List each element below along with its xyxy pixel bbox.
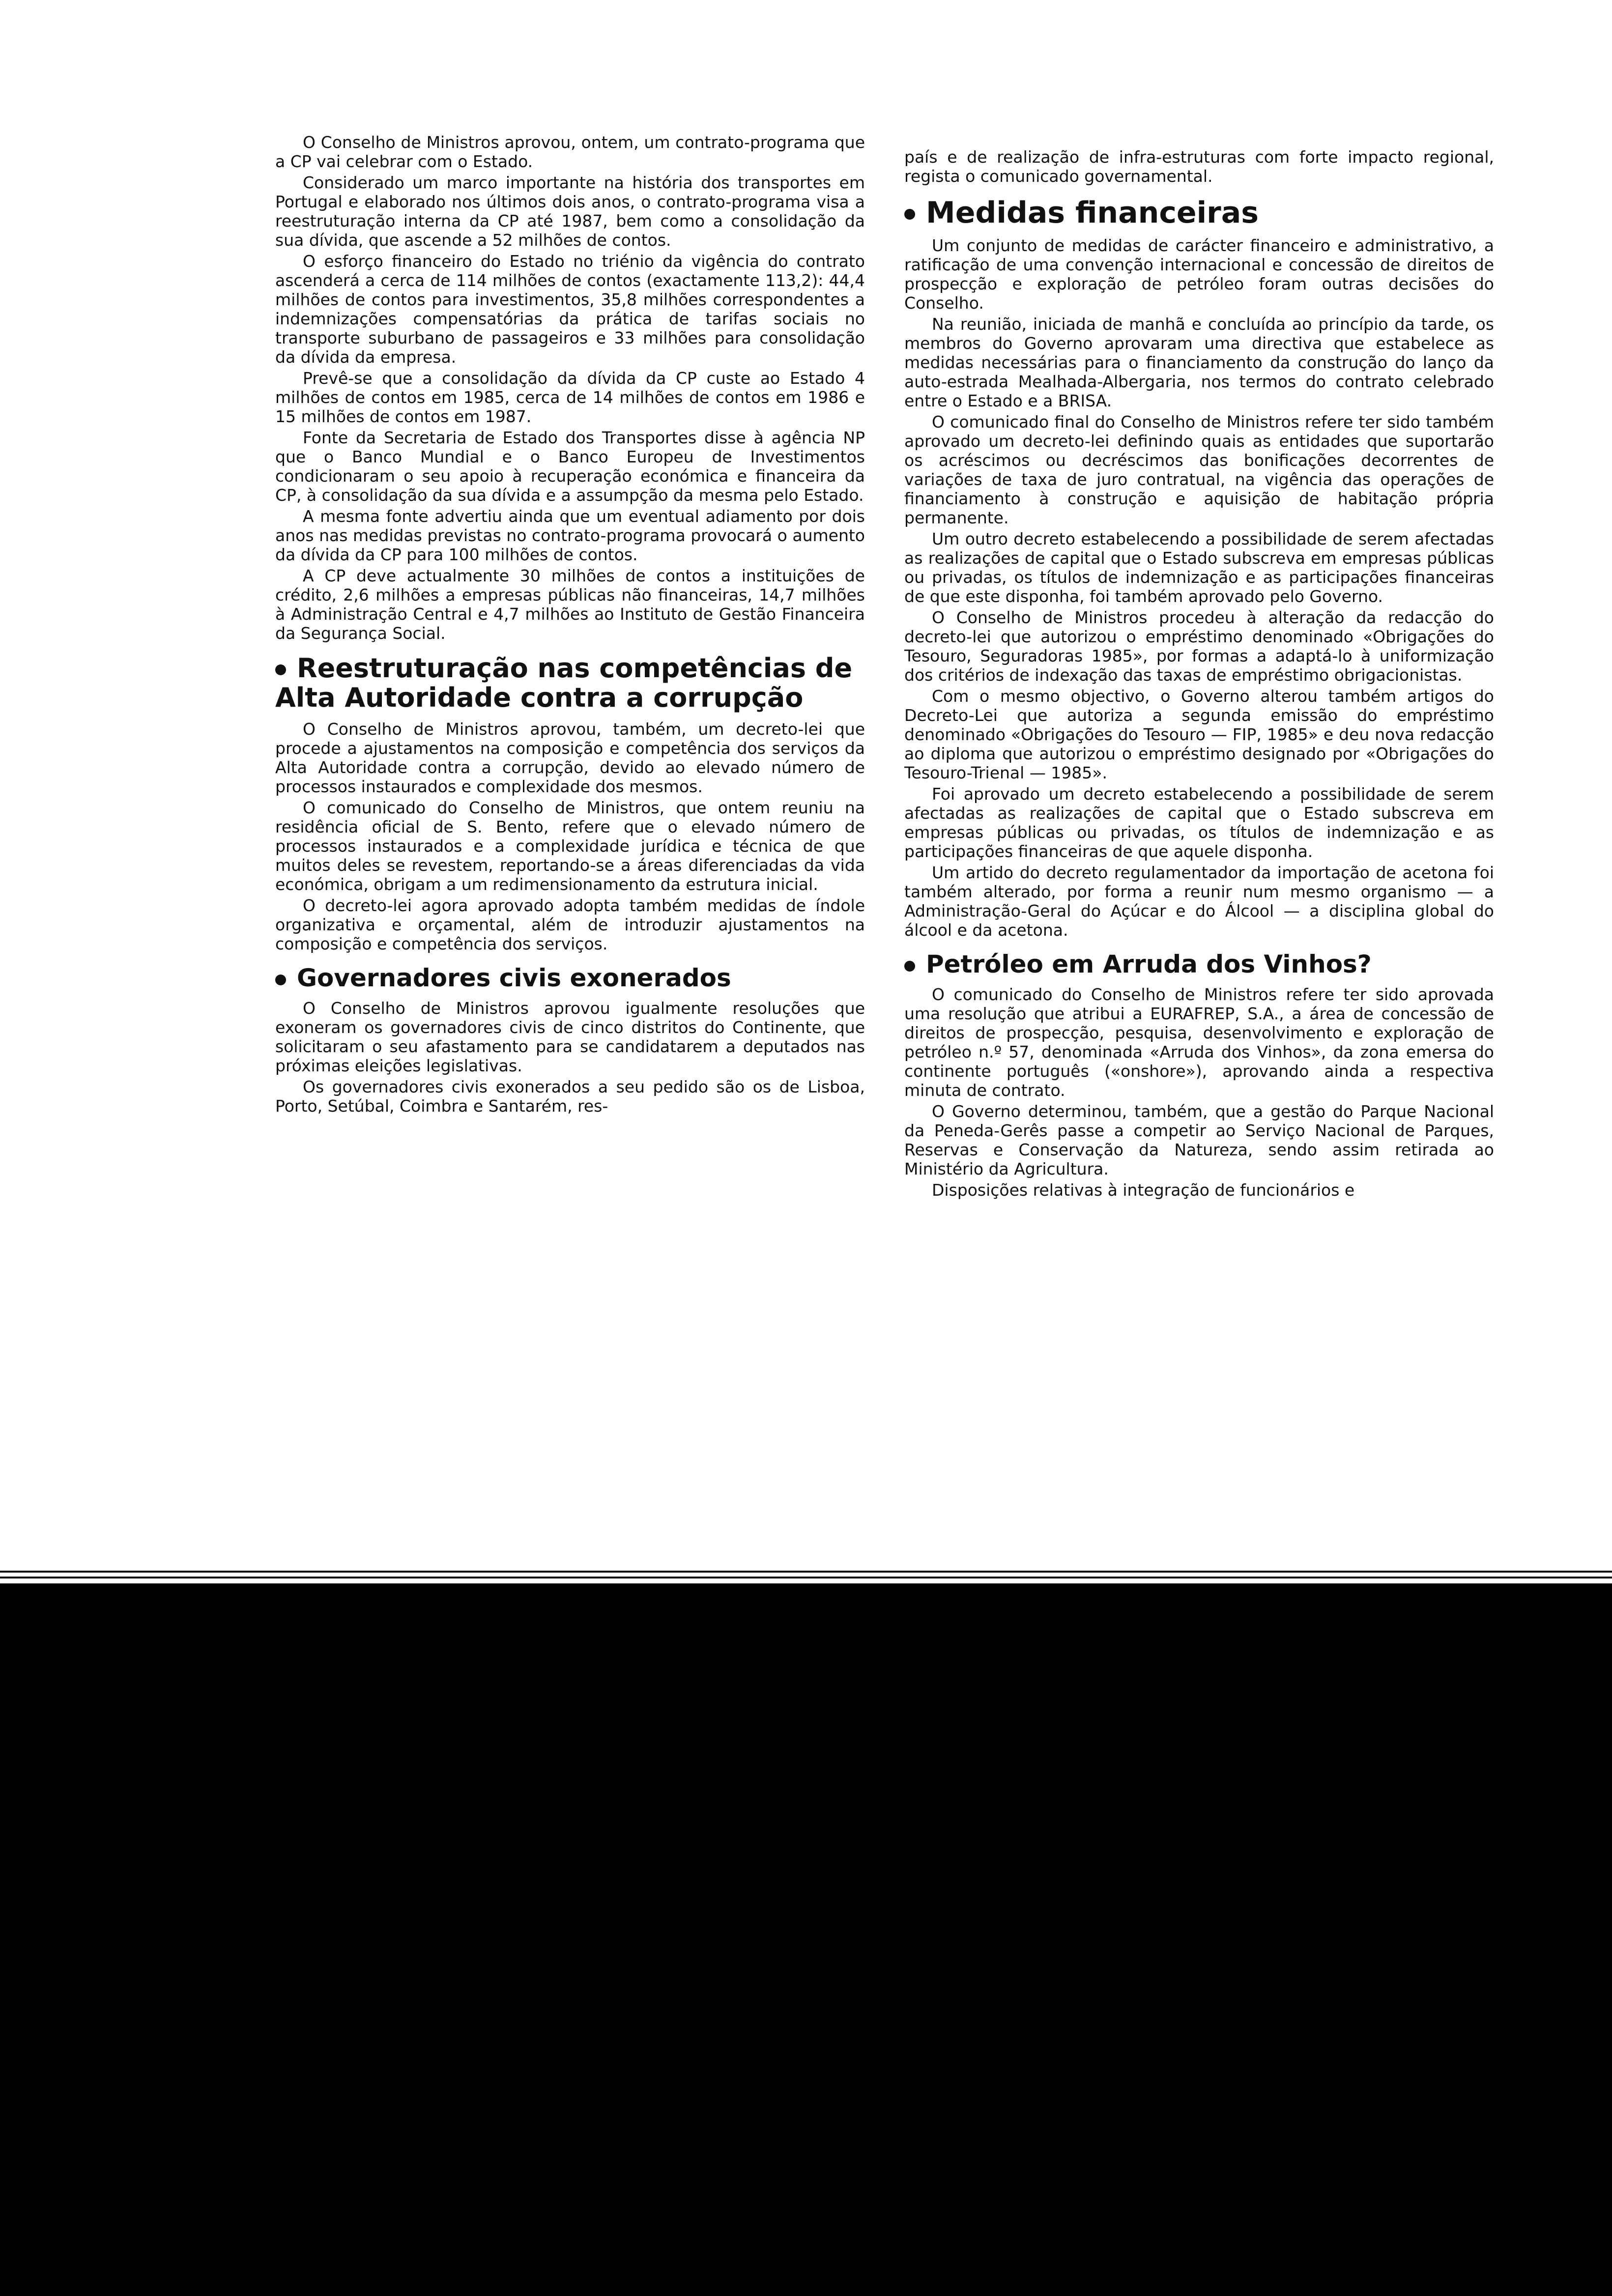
article-paragraph: A CP deve actualmente 30 milhões de contos a instituições de crédito, 2,6 milhões a empresas públicas não financeiras, 14,7 milhões à Administração Central e 4,7 milhões ao Instituto de Gestão Financeira da Segurança Social. <box>275 566 865 643</box>
article-paragraph: Fonte da Secretaria de Estado dos Transportes disse à agência NP que o Banco Mundial e o Banco Europeu de Investimentos condicionaram o seu apoio à recuperação económica e financeira da CP, à consolidação da sua dívida e a assumpção da mesma pelo Estado. <box>275 428 865 505</box>
article-paragraph: O comunicado final do Conselho de Ministros refere ter sido também aprovado um decreto-lei definindo quais as entidades que suportarão os acréscimos ou decréscimos das bonificações decorrentes de variações de taxa de juro contratual, na vigência das operações de financiamento à construção e aquisição de habitação própria permanente. <box>904 412 1494 527</box>
article-paragraph: O Conselho de Ministros aprovou igualmente resoluções que exoneram os governadores civis de cinco distritos do Continente, que solicitaram o seu afastamento para se candidatarem a deputados nas próximas eleições legislativas. <box>275 999 865 1075</box>
section-heading-alta-autoridade <box>275 654 865 713</box>
article-paragraph: Um outro decreto estabelecendo a possibilidade de serem afectadas as realizações de capital que o Estado subscreva em empresas públicas ou privadas, os títulos de indemnização e as participações financeiras de que este disponha, foi também aprovado pelo Governo. <box>904 529 1494 606</box>
scan-edge-line <box>0 1577 1612 1578</box>
article-paragraph: Foi aprovado um decreto estabelecendo a possibilidade de serem afectadas as realizações de capital que o Estado subscreva em empresas públicas ou privadas, os títulos de indemnização e as participações financeiras de que aquele disponha. <box>904 784 1494 861</box>
article-paragraph: Com o mesmo objectivo, o Governo alterou também artigos do Decreto-Lei que autoriza a segunda emissão do empréstimo denominado «Obrigações do Tesouro — FIP, 1985» e deu nova redacção ao diploma que autorizou o empréstimo designado por «Obrigações do Tesouro-Trienal — 1985». <box>904 687 1494 782</box>
article-paragraph: Um conjunto de medidas de carácter financeiro e administrativo, a ratificação de uma convenção internacional e concessão de direitos de prospecção e exploração de petróleo foram outras decisões do Conselho. <box>904 236 1494 313</box>
scan-edge-line <box>0 1571 1612 1573</box>
article-paragraph: Disposições relativas à integração de funcionários e <box>932 1180 1355 1200</box>
heading-text: Petróleo em Arruda dos Vinhos? <box>926 950 1372 978</box>
article-paragraph: Considerado um marco importante na história dos transportes em Portugal e elaborado nos últimos dois anos, o contrato-programa visa a reestruturação interna da CP até 1987, bem como a consolidação da sua dívida, que ascende a 52 milhões de contos. <box>275 173 865 250</box>
article-paragraph: O Conselho de Ministros procedeu à alteração da redacção do decreto-lei que autorizou o empréstimo denominado «Obrigações do Tesouro, Seguradoras 1985», por formas a adaptá-lo à uniformização dos critérios de indexação das taxas de empréstimo obrigacionistas. <box>904 608 1494 685</box>
article-paragraph: O esforço financeiro do Estado no triénio da vigência do contrato ascenderá a cerca de 114 milhões de contos (exactamente 113,2): 44,4 milhões de contos para investimentos, 35,8 milhões correspondentes a indemnizações compensatórias da prática de tarifas sociais no transporte suburbano de passageiros e 33 milhões para consolidação da dívida da empresa. <box>275 252 865 367</box>
article-paragraph: Prevê-se que a consolidação da dívida da CP custe ao Estado 4 milhões de contos em 1985, cerca de 14 milhões de contos em 1986 e 15 milhões de contos em 1987. <box>275 369 865 426</box>
section-heading-governadores <box>275 964 865 992</box>
article-paragraph: Os governadores civis exonerados a seu pedido são os de Lisboa, Porto, Setúbal, Coimbra e Santarém, res- <box>275 1077 865 1116</box>
article-paragraph: O Governo determinou, também, que a gestão do Parque Nacional da Peneda-Gerês passe a competir ao Serviço Nacional de Parques, Reservas e Conservação da Natureza, sendo assim retirada ao Ministério da Agricultura. <box>904 1102 1494 1178</box>
bullet-icon <box>275 664 286 675</box>
article-paragraph: A mesma fonte advertiu ainda que um eventual adiamento por dois anos nas medidas previstas no contrato-programa provocará o aumento da dívida da CP para 100 milhões de contos. <box>275 507 865 564</box>
scan-black-area <box>0 1583 1612 2296</box>
article-paragraph: Um artido do decreto regulamentador da importação de acetona foi também alterado, por forma a reunir num mesmo organismo — a Administração-Geral do Açúcar e do Álcool — a disciplina global do álcool e da acetona. <box>904 863 1494 940</box>
bullet-icon <box>904 961 915 972</box>
article-paragraph: O comunicado do Conselho de Ministros refere ter sido aprovada uma resolução que atribui a EURAFREP, S.A., a área de concessão de direitos de prospecção, pesquisa, desenvolvimento e exploração de petróleo n.º 57, denominada «Arruda dos Vinhos», da zona emersa do continente português («onshore»), aprovando ainda a respectiva minuta de contrato. <box>904 985 1494 1100</box>
right-column <box>904 147 1494 1202</box>
article-paragraph: Na reunião, iniciada de manhã e concluída ao princípio da tarde, os membros do Governo aprovaram uma directiva que estabelece as medidas necessárias para o financiamento da construção do lanço da auto-estrada Mealhada-Albergaria, nos termos do contrato celebrado entre o Estado e a BRISA. <box>904 315 1494 410</box>
article-paragraph: O Conselho de Ministros aprovou, também, um decreto-lei que procede a ajustamentos na composição e competência dos serviços da Alta Autoridade contra a corrupção, devido ao elevado número de processos instaurados e complexidade dos mesmos. <box>275 719 865 796</box>
heading-text: Governadores civis exonerados <box>297 964 731 992</box>
section-heading-medidas <box>904 197 1494 229</box>
article-paragraph: O decreto-lei agora aprovado adopta também medidas de índole organizativa e orçamental, além de introduzir ajustamentos na composição e competência dos serviços. <box>275 896 865 953</box>
heading-text: Reestruturação nas competências de Alta Autoridade contra a corrupção <box>275 653 853 713</box>
article-paragraph: país e de realização de infra-estruturas com forte impacto regional, regista o comunicado governamental. <box>904 147 1494 186</box>
article-paragraph: O Conselho de Ministros aprovou, ontem, um contrato-programa que a CP vai celebrar com o Estado. <box>275 133 865 171</box>
article-paragraph: O comunicado do Conselho de Ministros, que ontem reuniu na residência oficial de S. Bento, refere que o elevado número de processos instaurados e a complexidade jurídica e técnica de que muitos deles se revestem, reportando-se a áreas diferenciadas da vida económica, obrigam a um redimensionamento da estrutura inicial. <box>275 798 865 894</box>
section-heading-petroleo <box>904 950 1494 978</box>
heading-text: Medidas financeiras <box>926 196 1259 230</box>
bullet-icon <box>904 209 915 220</box>
bullet-icon <box>275 975 286 985</box>
left-column <box>275 133 865 1118</box>
